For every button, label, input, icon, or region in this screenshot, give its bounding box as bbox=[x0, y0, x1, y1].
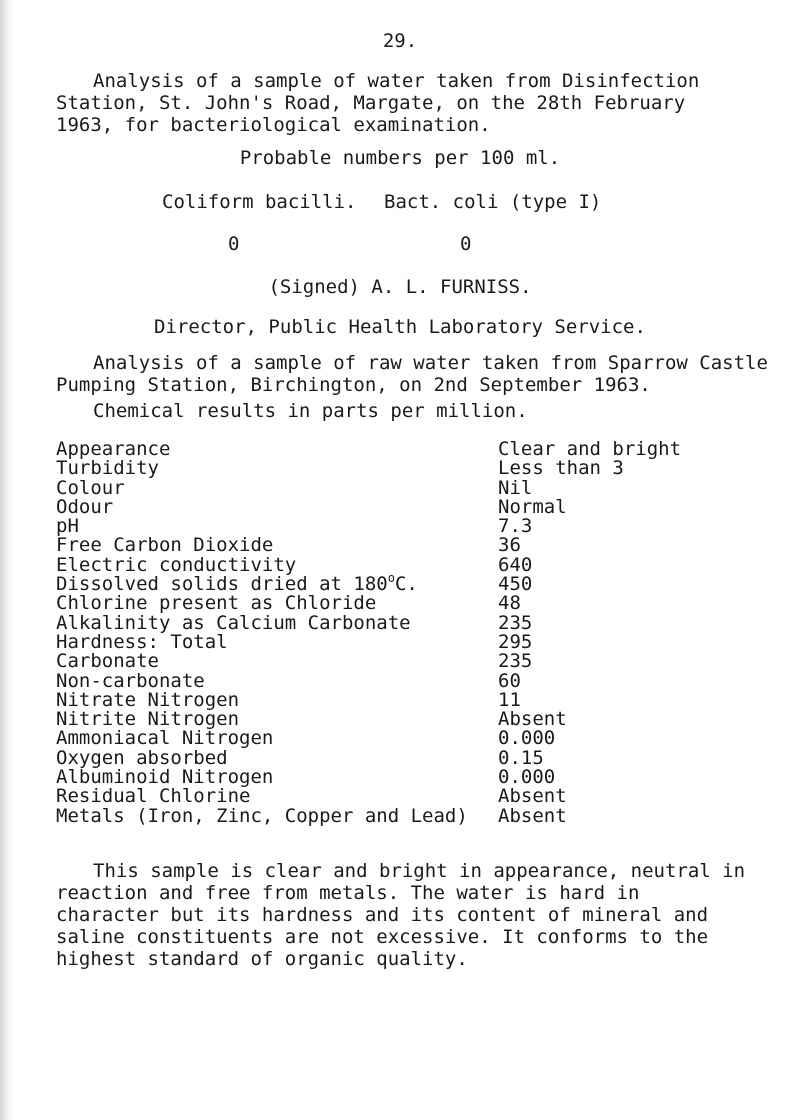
table-row bbox=[56, 594, 746, 613]
row-value: Absent bbox=[498, 708, 567, 731]
table-row bbox=[56, 440, 746, 459]
row-label: Turbidity bbox=[56, 457, 159, 480]
row-label-text: Dissolved solids dried at 180 bbox=[56, 573, 388, 596]
row-label: Carbonate bbox=[56, 650, 159, 673]
row-value: 0.000 bbox=[498, 766, 556, 789]
row-label: Residual Chlorine bbox=[56, 785, 251, 808]
row-label: Oxygen absorbed bbox=[56, 746, 228, 769]
row-label: Alkalinity as Calcium Carbonate bbox=[56, 611, 411, 634]
row-value: 48 bbox=[498, 592, 521, 615]
table-row bbox=[56, 669, 746, 692]
table-row bbox=[56, 652, 746, 671]
conclusion-paragraph: This sample is clear and bright in appearance, neutral in reaction and free from metals. The water is hard in character but its hardness and its content of mineral and saline constituents are not excessive. It conforms to the highest standard of organic quality. bbox=[56, 860, 746, 970]
row-value: 7.3 bbox=[498, 515, 533, 538]
row-value: 235 bbox=[498, 650, 533, 673]
row-value: 640 bbox=[498, 553, 533, 576]
sparrow-castle-heading: Analysis of a sample of raw water taken from Sparrow Castle Pumping Station, Birchington, on 2nd September 1963. bbox=[56, 352, 768, 396]
row-label: Ammoniacal Nitrogen bbox=[56, 727, 274, 750]
row-value: Normal bbox=[498, 495, 567, 518]
row-value: Absent bbox=[498, 785, 567, 808]
table-row bbox=[56, 729, 746, 748]
row-value: Absent bbox=[498, 804, 567, 827]
degree-sign: o bbox=[387, 571, 395, 586]
results-caption: Chemical results in parts per million. bbox=[93, 400, 528, 422]
row-label: Appearance bbox=[56, 438, 171, 460]
table-row bbox=[56, 459, 746, 478]
row-value: 0.15 bbox=[498, 746, 544, 769]
row-value: 60 bbox=[498, 669, 521, 692]
row-label: Hardness: Total bbox=[56, 630, 228, 653]
bact-coli-label: Bact. coli (type I) bbox=[384, 191, 602, 213]
table-row bbox=[56, 495, 746, 518]
row-value: Less than 3 bbox=[498, 457, 624, 480]
row-value: 450 bbox=[498, 573, 533, 596]
row-label: Non-carbonate bbox=[56, 669, 205, 692]
row-label: Chlorine present as Chloride bbox=[56, 592, 377, 615]
bact-coli-value: 0 bbox=[460, 233, 472, 255]
row-label: pH bbox=[56, 515, 79, 538]
table-row bbox=[56, 804, 746, 827]
signature: (Signed) A. L. FURNISS. bbox=[268, 276, 532, 298]
row-value: 36 bbox=[498, 534, 521, 557]
row-label: Free Carbon Dioxide bbox=[56, 534, 274, 557]
chemical-results-table bbox=[56, 440, 746, 826]
row-value: Clear and bright bbox=[498, 438, 682, 460]
table-row bbox=[56, 536, 746, 555]
row-label: Nitrate Nitrogen bbox=[56, 688, 240, 711]
row-label: Electric conductivity bbox=[56, 553, 297, 576]
row-value: Nil bbox=[498, 476, 533, 499]
row-label: Nitrite Nitrogen bbox=[56, 708, 240, 731]
probable-numbers-caption: Probable numbers per 100 ml. bbox=[239, 147, 561, 169]
table-row bbox=[56, 787, 746, 806]
director-title: Director, Public Health Laboratory Service. bbox=[154, 316, 646, 338]
row-value: 235 bbox=[498, 611, 533, 634]
row-label: Colour bbox=[56, 476, 125, 499]
row-label-unit: C. bbox=[394, 573, 418, 596]
row-value: 0.000 bbox=[498, 727, 556, 750]
row-label: Albuminoid Nitrogen bbox=[56, 766, 274, 789]
coliform-value: 0 bbox=[228, 233, 240, 255]
row-value: 11 bbox=[498, 688, 521, 711]
disinfection-heading: Analysis of a sample of water taken from Disinfection Station, St. John's Road, Margate, on the 28th February 1963, for bacteriological examination. bbox=[56, 70, 700, 136]
row-value: 295 bbox=[498, 630, 533, 653]
row-label: Metals (Iron, Zinc, Copper and Lead) bbox=[56, 804, 468, 827]
table-row bbox=[56, 476, 746, 499]
table-row bbox=[56, 630, 746, 653]
coliform-label: Coliform bacilli. bbox=[162, 191, 357, 213]
row-label: Odour bbox=[56, 495, 114, 518]
page-number: 29. bbox=[382, 30, 418, 52]
